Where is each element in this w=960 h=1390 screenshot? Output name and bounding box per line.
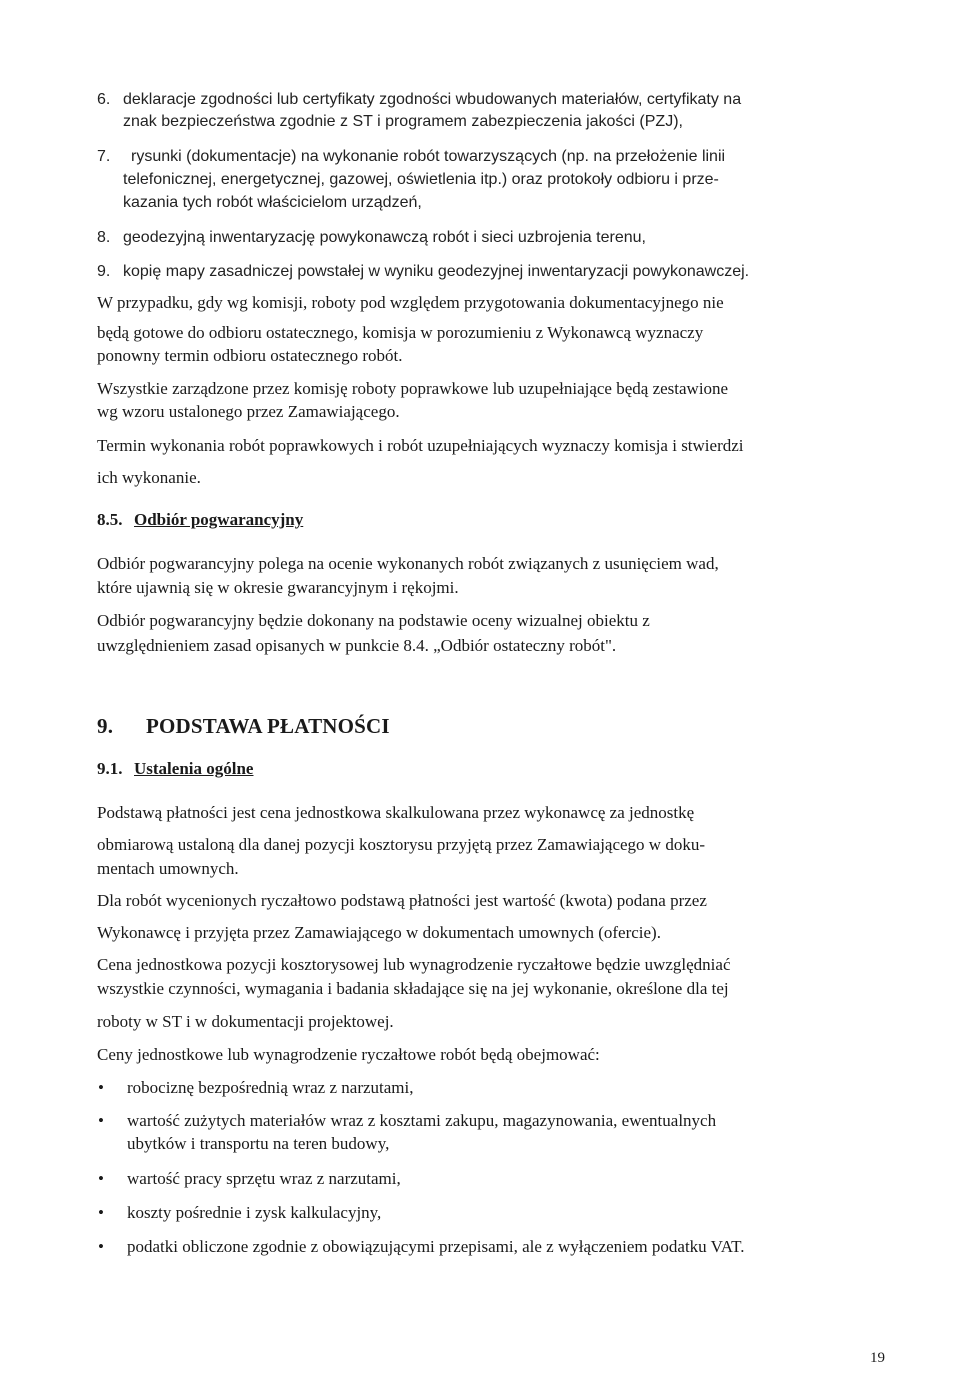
paragraph-line: Odbiór pogwarancyjny polega na ocenie wykonanych robót związanych z usunięciem wad,: [97, 554, 719, 573]
bullet-icon: •: [98, 1169, 104, 1188]
section-number: 8.5.: [97, 510, 123, 529]
paragraph-line: obmiarową ustaloną dla danej pozycji kosztorysu przyjętą przez Zamawiającego w doku-: [97, 835, 705, 854]
paragraph-line: Wykonawcę i przyjęta przez Zamawiającego w dokumentach umownych (ofercie).: [97, 923, 661, 942]
list-number: 9.: [97, 263, 111, 280]
paragraph-line: roboty w ST i w dokumentacji projektowej.: [97, 1012, 394, 1031]
page-number: 19: [870, 1350, 885, 1366]
paragraph-line: mentach umownych.: [97, 859, 239, 878]
bullet-item-text: podatki obliczone zgodnie z obowiązującymi przepisami, ale z wyłączeniem podatku VAT.: [127, 1237, 745, 1256]
bullet-icon: •: [98, 1078, 104, 1097]
chapter-number: 9.: [97, 714, 114, 738]
paragraph-line: Cena jednostkowa pozycji kosztorysowej lub wynagrodzenie ryczałtowe będzie uwzględniać: [97, 955, 731, 974]
list-item-text: geodezyjną inwentaryzację powykonawczą robót i sieci uzbrojenia terenu,: [123, 229, 646, 246]
paragraph-line: W przypadku, gdy wg komisji, roboty pod względem przygotowania dokumentacyjnego nie: [97, 293, 724, 312]
bullet-icon: •: [98, 1237, 104, 1256]
bullet-icon: •: [98, 1111, 104, 1130]
paragraph-line: Odbiór pogwarancyjny będzie dokonany na podstawie oceny wizualnej obiektu z: [97, 611, 650, 630]
list-number: 7.: [97, 148, 111, 165]
paragraph-line: Dla robót wycenionych ryczałtowo podstawą płatności jest wartość (kwota) podana przez: [97, 891, 707, 910]
paragraph-line: wg wzoru ustalonego przez Zamawiającego.: [97, 402, 400, 421]
section-heading: Ustalenia ogólne: [134, 759, 254, 778]
bullet-item-text: koszty pośrednie i zysk kalkulacyjny,: [127, 1203, 382, 1222]
list-number: 6.: [97, 91, 111, 108]
list-item-text: kazania tych robót właścicielom urządzeń,: [123, 194, 422, 211]
bullet-item-text: ubytków i transportu na teren budowy,: [127, 1134, 390, 1153]
bullet-item-text: wartość zużytych materiałów wraz z kosztami zakupu, magazynowania, ewentualnych: [127, 1111, 717, 1130]
paragraph-line: ponowny termin odbioru ostatecznego robót.: [97, 346, 403, 365]
paragraph-line: Wszystkie zarządzone przez komisję roboty poprawkowe lub uzupełniające będą zestawione: [97, 379, 729, 398]
paragraph-line: ich wykonanie.: [97, 468, 201, 487]
bullet-item-text: robociznę bezpośrednią wraz z narzutami,: [127, 1078, 414, 1097]
chapter-heading: PODSTAWA PŁATNOŚCI: [146, 714, 390, 738]
list-item-text: kopię mapy zasadniczej powstałej w wyniku geodezyjnej inwentaryzacji powykonawczej.: [123, 263, 750, 280]
list-item-text: telefonicznej, energetycznej, gazowej, oświetlenia itp.) oraz protokoły odbioru i prze-: [123, 171, 719, 188]
list-item-text: deklaracje zgodności lub certyfikaty zgodności wbudowanych materiałów, certyfikaty na: [123, 91, 742, 108]
list-item-text: znak bezpieczeństwa zgodnie z ST i programem zabezpieczenia jakości (PZJ),: [123, 113, 683, 130]
section-number: 9.1.: [97, 759, 123, 778]
paragraph-line: będą gotowe do odbioru ostatecznego, komisja w porozumieniu z Wykonawcą wyznaczy: [97, 323, 704, 342]
list-number: 8.: [97, 229, 111, 246]
paragraph-line: Termin wykonania robót poprawkowych i robót uzupełniających wyznaczy komisja i stwierdzi: [97, 436, 744, 455]
paragraph-line: które ujawnią się w okresie gwarancyjnym i rękojmi.: [97, 578, 459, 597]
paragraph-line: Ceny jednostkowe lub wynagrodzenie ryczałtowe robót będą obejmować:: [97, 1045, 600, 1064]
bullet-item-text: wartość pracy sprzętu wraz z narzutami,: [127, 1169, 401, 1188]
paragraph-line: uwzględnieniem zasad opisanych w punkcie 8.4. „Odbiór ostateczny robót".: [97, 636, 617, 655]
paragraph-line: Podstawą płatności jest cena jednostkowa skalkulowana przez wykonawcę za jednostkę: [97, 803, 695, 822]
paragraph-line: wszystkie czynności, wymagania i badania składające się na jej wykonanie, określone dla tej: [97, 979, 729, 998]
list-item-text: rysunki (dokumentacje) na wykonanie robót towarzyszących (np. na przełożenie linii: [131, 148, 726, 165]
section-heading: Odbiór pogwarancyjny: [134, 510, 304, 529]
bullet-icon: •: [98, 1203, 104, 1222]
